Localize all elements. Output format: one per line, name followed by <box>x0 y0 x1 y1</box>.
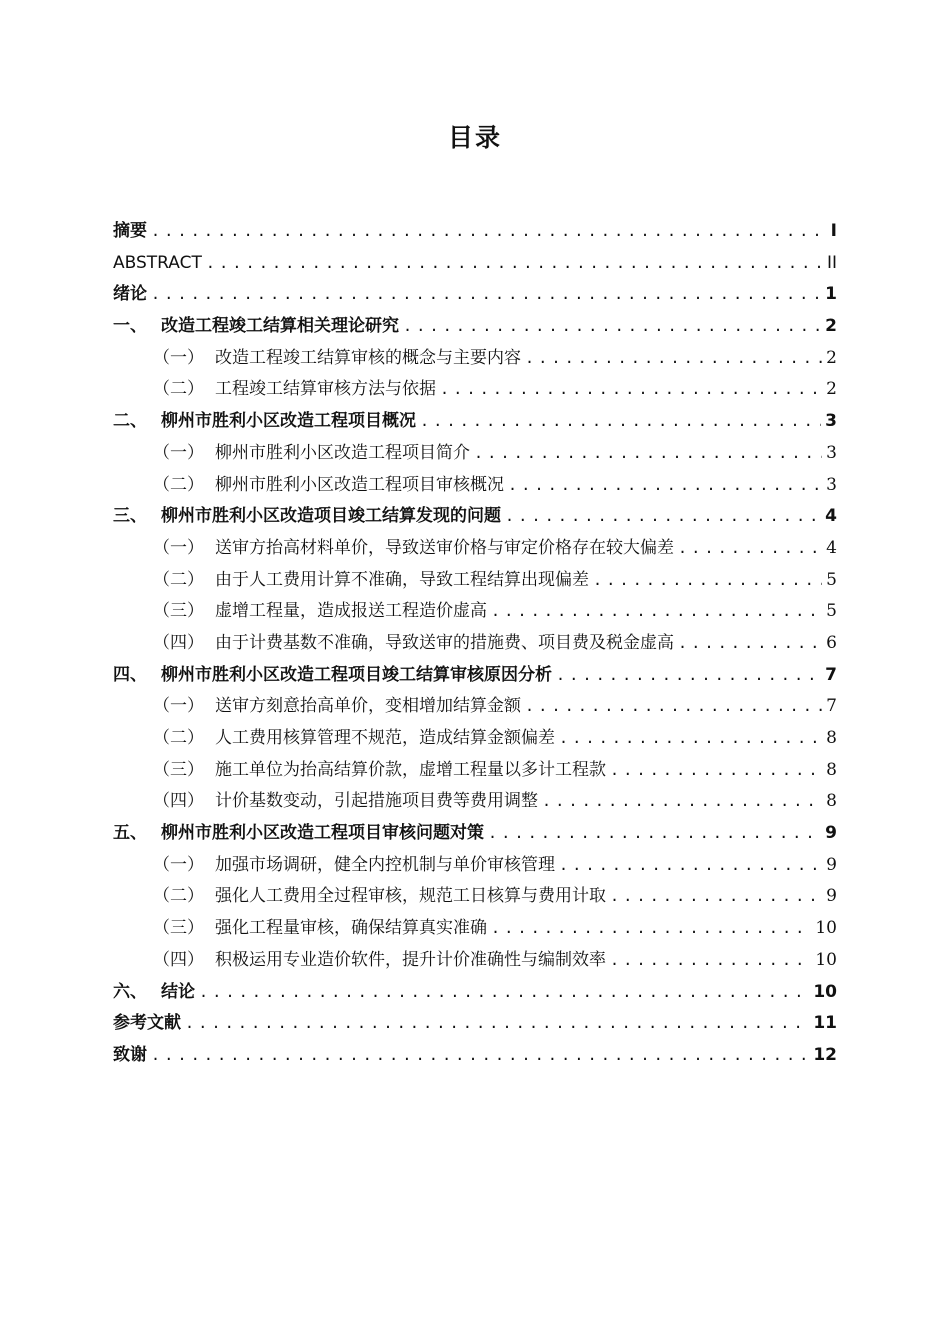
toc-entry[interactable] <box>113 660 837 692</box>
toc-entry-page: 8 <box>826 728 837 748</box>
toc-entry-number: （二） <box>153 886 204 907</box>
toc-entry-page: 3 <box>826 474 837 495</box>
toc-entry-page: 3 <box>825 411 837 432</box>
toc-entry[interactable] <box>113 596 837 628</box>
toc-leader-dots <box>185 1008 809 1040</box>
toc-entry[interactable] <box>113 945 837 977</box>
toc-leader-dots <box>508 470 822 502</box>
toc-entry-label: 柳州市胜利小区改造工程项目审核问题对策 <box>161 823 484 844</box>
toc-entry-number: 一、 <box>113 316 147 337</box>
toc-entry-number: （二） <box>153 728 204 748</box>
toc-entry[interactable] <box>113 533 837 565</box>
toc-entry-label: 改造工程竣工结算审核的概念与主要内容 <box>215 347 521 368</box>
toc-entry-label: 送审方抬高材料单价，导致送审价格与审定价格存在较大偏差 <box>215 537 674 558</box>
toc-entry[interactable] <box>113 628 837 660</box>
toc-entry-label: 摘要 <box>113 221 147 241</box>
toc-entry-number: 六、 <box>113 981 147 1002</box>
toc-entry-label: 柳州市胜利小区改造工程项目竣工结算审核原因分析 <box>161 664 552 685</box>
toc-entry[interactable] <box>113 1040 837 1072</box>
toc-entry-page: 9 <box>826 886 837 907</box>
toc-entry-label: 由于人工费用计算不准确，导致工程结算出现偏差 <box>215 569 589 590</box>
toc-leader-dots <box>678 533 822 565</box>
toc-entry[interactable] <box>113 343 837 375</box>
toc-entry[interactable] <box>113 501 837 533</box>
toc-leader-dots <box>610 881 822 913</box>
toc-entry-page: 10 <box>813 981 837 1002</box>
toc-leader-dots <box>542 786 822 818</box>
toc-entry-label: 柳州市胜利小区改造工程项目概况 <box>161 411 416 432</box>
toc-entry-label: 工程竣工结算审核方法与依据 <box>215 379 436 400</box>
toc-leader-dots <box>559 850 822 882</box>
toc-entry-page: 10 <box>815 949 837 970</box>
toc-entry-label: 施工单位为抬高结算价款，虚增工程量以多计工程款 <box>215 759 606 780</box>
toc-entry-page: 1 <box>825 284 837 305</box>
toc-entry-label: 强化人工费用全过程审核，规范工日核算与费用计取 <box>215 886 606 907</box>
toc-entry-number: （二） <box>153 379 204 400</box>
toc-entry[interactable] <box>113 216 837 248</box>
toc-leader-dots <box>593 565 822 597</box>
toc-entry-number: （三） <box>153 759 204 780</box>
toc-entry-page: 8 <box>826 759 837 780</box>
toc-entry-number: （四） <box>153 632 204 653</box>
toc-leader-dots <box>556 660 821 692</box>
toc-entry-page: 5 <box>826 569 837 590</box>
toc-entry-page: 11 <box>813 1013 837 1034</box>
toc-entry-label: 柳州市胜利小区改造工程项目审核概况 <box>215 474 504 495</box>
toc-entry[interactable] <box>113 406 837 438</box>
toc-entry-page: 7 <box>826 696 837 717</box>
toc-entry-page: 6 <box>826 632 837 653</box>
toc-entry-number: （四） <box>153 949 204 970</box>
toc-entry[interactable] <box>113 850 837 882</box>
toc-entry-page: 8 <box>826 791 837 812</box>
toc-entry-label: 改造工程竣工结算相关理论研究 <box>161 316 399 337</box>
toc-leader-dots <box>525 343 822 375</box>
toc-leader-dots <box>440 374 822 406</box>
toc-entry[interactable] <box>113 913 837 945</box>
toc-entry-page: 2 <box>825 316 837 337</box>
toc-entry[interactable] <box>113 438 837 470</box>
toc-leader-dots <box>491 913 811 945</box>
toc-entry[interactable] <box>113 818 837 850</box>
toc-leader-dots <box>151 216 823 248</box>
toc-entry[interactable] <box>113 470 837 502</box>
toc-leader-dots <box>403 311 821 343</box>
toc-entry-number: 四、 <box>113 664 147 685</box>
toc-entry-number: （一） <box>153 854 204 875</box>
toc-entry-label: 结论 <box>161 981 195 1002</box>
toc-entry-label: 强化工程量审核，确保结算真实准确 <box>215 918 487 939</box>
toc-entry-label: 柳州市胜利小区改造项目竣工结算发现的问题 <box>161 506 501 527</box>
toc-leader-dots <box>505 501 821 533</box>
toc-leader-dots <box>151 279 821 311</box>
toc-entry-label: 人工费用核算管理不规范，造成结算金额偏差 <box>215 728 555 748</box>
toc-entry-label: 虚增工程量，造成报送工程造价虚高 <box>215 601 487 622</box>
toc-entry-label: 绪论 <box>113 284 147 305</box>
toc-entry-number: （三） <box>153 918 204 939</box>
toc-entry-number: 三、 <box>113 506 147 527</box>
toc-entry-page: 10 <box>815 918 837 939</box>
toc-entry-label: 由于计费基数不准确，导致送审的措施费、项目费及税金虚高 <box>215 632 674 653</box>
toc-entry[interactable] <box>113 311 837 343</box>
toc-entry[interactable] <box>113 1008 837 1040</box>
toc-entry-number: （二） <box>153 474 204 495</box>
toc-entry-number: 五、 <box>113 823 147 844</box>
toc-leader-dots <box>678 628 822 660</box>
toc-entry-page: 7 <box>825 664 837 685</box>
toc-entry[interactable] <box>113 374 837 406</box>
toc-entry-page: 3 <box>826 442 837 463</box>
toc-entry-label: 计价基数变动，引起措施项目费等费用调整 <box>215 791 538 812</box>
toc-entry-label: ABSTRACT <box>113 252 202 273</box>
toc-entry[interactable] <box>113 565 837 597</box>
toc-entry-page: II <box>826 252 837 273</box>
toc-entry-number: （一） <box>153 696 204 717</box>
toc-entry[interactable] <box>113 881 837 913</box>
toc-entry-label: 致谢 <box>113 1044 147 1065</box>
toc-leader-dots <box>488 818 821 850</box>
toc-entry-page: 9 <box>825 823 837 844</box>
toc-leader-dots <box>420 406 821 438</box>
toc-entry-number: （一） <box>153 537 204 558</box>
toc-leader-dots <box>525 691 822 723</box>
toc-entry[interactable] <box>113 755 837 787</box>
toc-entry-page: 9 <box>826 854 837 875</box>
toc-entry-label: 送审方刻意抬高单价，变相增加结算金额 <box>215 696 521 717</box>
toc-leader-dots <box>199 977 809 1009</box>
table-of-contents <box>113 216 837 1072</box>
toc-entry-label: 参考文献 <box>113 1013 181 1034</box>
toc-leader-dots <box>559 723 822 755</box>
toc-entry-page: 2 <box>826 347 837 368</box>
toc-leader-dots <box>491 596 822 628</box>
toc-entry-number: （一） <box>153 347 204 368</box>
toc-entry-number: 二、 <box>113 411 147 432</box>
toc-entry[interactable] <box>113 279 837 311</box>
toc-entry-page: 4 <box>825 506 837 527</box>
toc-leader-dots <box>206 248 823 280</box>
toc-entry-page: 5 <box>826 601 837 622</box>
toc-entry-number: （二） <box>153 569 204 590</box>
toc-leader-dots <box>610 945 811 977</box>
toc-entry[interactable] <box>113 723 837 755</box>
toc-entry-number: （三） <box>153 601 204 622</box>
toc-entry-page: I <box>830 221 837 241</box>
toc-leader-dots <box>610 755 822 787</box>
toc-leader-dots <box>151 1040 809 1072</box>
toc-entry-page: 12 <box>813 1044 837 1065</box>
toc-entry-page: 4 <box>826 537 837 558</box>
toc-entry[interactable] <box>113 786 837 818</box>
toc-entry-number: （四） <box>153 791 204 812</box>
toc-entry-number: （一） <box>153 442 204 463</box>
toc-entry[interactable] <box>113 248 837 280</box>
toc-entry-label: 柳州市胜利小区改造工程项目简介 <box>215 442 470 463</box>
toc-entry-page: 2 <box>826 379 837 400</box>
toc-entry-label: 积极运用专业造价软件，提升计价准确性与编制效率 <box>215 949 606 970</box>
toc-entry[interactable] <box>113 977 837 1009</box>
toc-entry-label: 加强市场调研，健全内控机制与单价审核管理 <box>215 854 555 875</box>
toc-title: 目录 <box>447 123 502 152</box>
toc-entry[interactable] <box>113 691 837 723</box>
toc-leader-dots <box>474 438 822 470</box>
